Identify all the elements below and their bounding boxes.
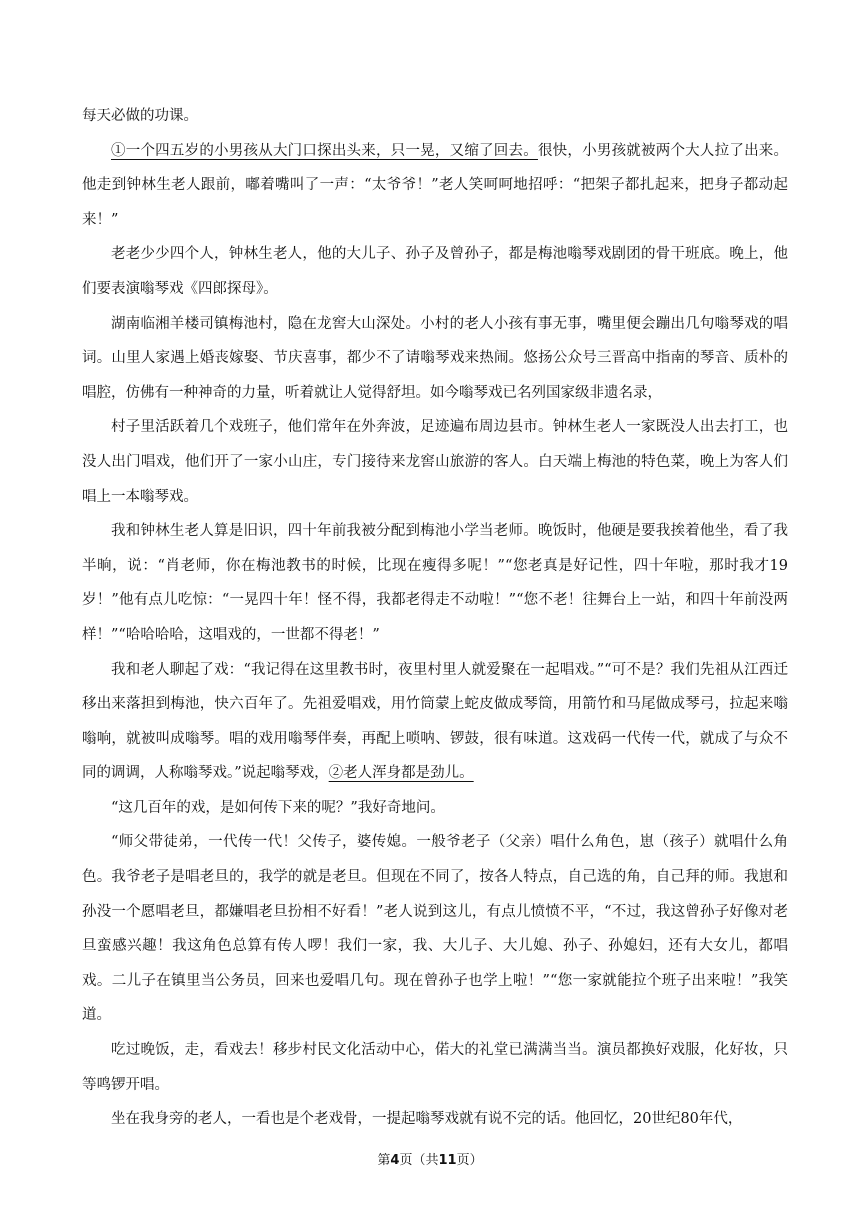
paragraph [82,99,788,134]
underlined-sentence-1: ①一个四五岁的小男孩从大门口探出头来，只一晃，又缩了回去。 [111,142,538,159]
paragraph [82,1102,788,1137]
paragraph-text: 湖南临湘羊楼司镇梅池村，隐在龙窖大山深处。小村的老人小孩有事无事，嘴里便会蹦出几句嗡琴戏的唱词。山里人家遇上婚丧嫁娶、节庆喜事，都少不了请嗡琴戏来热闹。悠扬公众号三晋高中指南的琴音、质朴的唱腔，仿佛有一种神奇的力量，听着就让人觉得舒坦。如今嗡琴戏已名列国家级非遗名录， [82,315,788,401]
total-pages: 11 [438,1153,457,1168]
paragraph-text: 我和老人聊起了戏：“我记得在这里教书时，夜里村里人就爱聚在一起唱戏。”“可不是？我们先祖从江西迁移出来落担到梅池，快六百年了。先祖爱唱戏，用竹筒蒙上蛇皮做成琴筒，用箭竹和马尾做成琴弓，拉起来嗡嗡响，就被叫成嗡琴。唱的戏用嗡琴伴奏，再配上唢呐、锣鼓，很有味道。这戏码一代传一代，就成了与众不同的调调，人称嗡琴戏。”说起嗡琴戏， [82,661,788,782]
underlined-sentence-2: ②老人浑身都是劲儿。 [328,765,474,782]
paragraph [82,134,788,238]
paragraph-text: 很快，小男孩就被两个大人拉了出来。他走到钟林生老人跟前，嘟着嘴叫了一声：“太爷爷！”老人笑呵呵地招呼：“把架子都扎起来，把身子都动起来！” [82,142,789,228]
article-body [82,99,788,1137]
paragraph [82,825,788,1033]
paragraph [82,653,788,791]
paragraph [82,514,788,652]
paragraph-text: “师父带徒弟，一代传一代！父传子，婆传媳。一般爷老子（父亲）唱什么角色，崽（孩子）就唱什么角色。我爷老子是唱老旦的，我学的就是老旦。但现在不同了，按各人特点，自己选的角，自己拜的师。我崽和孙没一个愿唱老旦，都嫌唱老旦扮相不好看！”老人说到这儿，有点儿愤愤不平，“不过，我这曾孙子好像对老旦蛮感兴趣！我这角色总算有传人啰！我们一家，我、大儿子、大儿媳、孙子、孙媳妇，还有大女儿，都唱戏。二儿子在镇里当公务员，回来也爱唱几句。现在曾孙子也学上啦！”“您一家就能拉个班子出来啦！”我笑道。 [82,834,788,1024]
paragraph [82,410,788,514]
paragraph [82,1033,788,1102]
paragraph-text: 村子里活跃着几个戏班子，他们常年在外奔波，足迹遍布周边县市。钟林生老人一家既没人出去打工，也没人出门唱戏，他们开了一家小山庄，专门接待来龙窖山旅游的客人。白天端上梅池的特色菜，晚上为客人们唱上一本嗡琴戏。 [82,419,788,505]
paragraph-text: 吃过晚饭，走，看戏去！移步村民文化活动中心，偌大的礼堂已满满当当。演员都换好戏服，化好妆，只等鸣锣开唱。 [82,1042,788,1093]
page-footer [0,1152,860,1170]
page-number: 4 [390,1153,400,1168]
paragraph [82,237,788,306]
paragraph-text: 我和钟林生老人算是旧识，四十年前我被分配到梅池小学当老师。晚饭时，他硬是要我挨着他坐，看了我半晌，说：“肖老师，你在梅池教书的时候，比现在瘦得多呢！”“您老真是好记性，四十年啦，那时我才19岁！”他有点儿吃惊：“一晃四十年！怪不得，我都老得走不动啦！”“您不老！往舞台上一站，和四十年前没两样！”“哈哈哈哈，这唱戏的，一世都不得老！” [82,523,788,643]
paragraph-text: 坐在我身旁的老人，一看也是个老戏骨，一提起嗡琴戏就有说不完的话。他回忆，20世纪80年代， [111,1111,743,1128]
footer-prefix: 第 [377,1153,391,1168]
footer-middle: 页（共 [399,1153,439,1168]
paragraph-text: “这几百年的戏，是如何传下来的呢？”我好奇地问。 [111,799,445,816]
footer-suffix: 页） [456,1153,483,1168]
paragraph-text: 每天必做的功课。 [82,108,198,124]
paragraph [82,307,788,411]
paragraph-text: 老老少少四个人，钟林生老人，他的大儿子、孙子及曾孙子，都是梅池嗡琴戏剧团的骨干班底。晚上，他们要表演嗡琴戏《四郎探母》。 [82,246,788,297]
paragraph [82,791,788,826]
